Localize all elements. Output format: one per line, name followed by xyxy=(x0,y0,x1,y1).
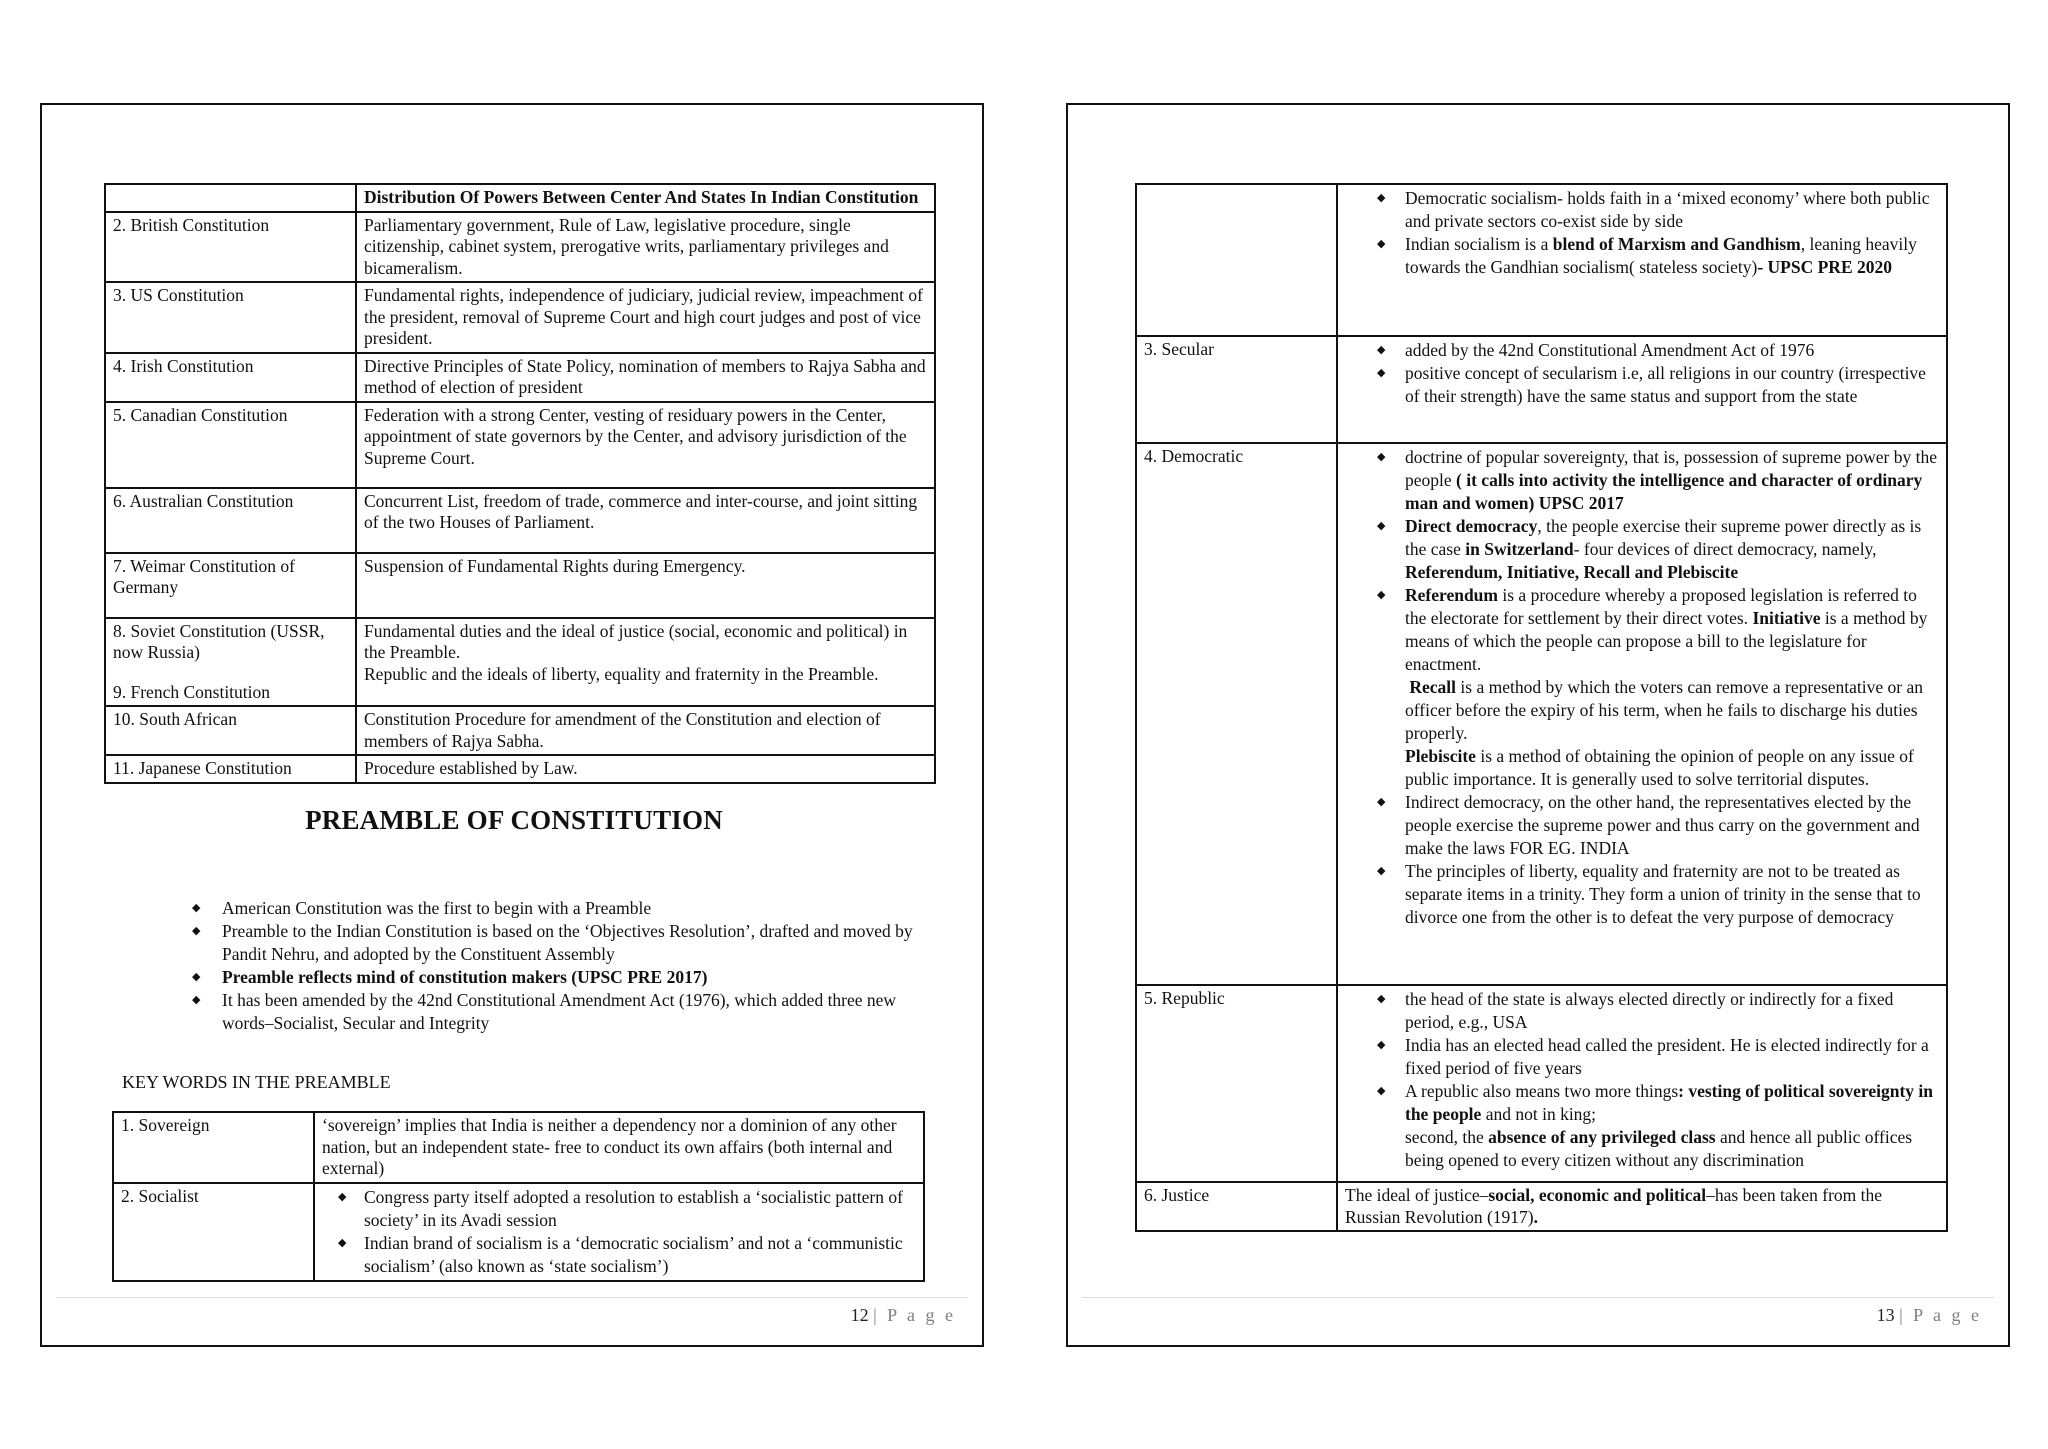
footer-divider xyxy=(56,1297,968,1298)
keyword-term-cell: 1. Sovereign xyxy=(113,1112,314,1183)
bullet-icon: ◆ xyxy=(192,971,201,983)
keyword-term-cell: 4. Democratic xyxy=(1136,443,1337,985)
table-header-cell xyxy=(105,184,356,212)
keyword-desc-cell xyxy=(1337,336,1947,443)
list-item: ◆ Direct democracy, the people exercise their supreme power directly as is the case in Switzerland- four devices of direct democracy, namely, Referendum, Initiative, Recall and Plebiscite xyxy=(1377,516,1922,582)
source-constitution-cell: 5. Canadian Constitution xyxy=(105,402,356,488)
list-item: ◆ positive concept of secularism i.e, all religions in our country (irrespective of their strength) have the same status and support from the state xyxy=(1377,363,1926,406)
table-row xyxy=(105,402,935,488)
bullet-icon: ◆ xyxy=(192,994,201,1006)
list-item: ◆ Referendum is a procedure whereby a proposed legislation is referred to the electorate for settlement by their direct votes. Initiative is a method by means of which the people can propose a bill to the legislature for enactment. xyxy=(1377,585,1928,674)
table-row xyxy=(1136,336,1947,443)
table-row xyxy=(105,706,935,755)
keyword-desc-cell xyxy=(1337,443,1947,985)
constitution-sources-table xyxy=(104,183,936,784)
page-number: 12 | P a g e xyxy=(850,1305,956,1325)
table-row xyxy=(105,755,935,783)
bullet-icon: ◆ xyxy=(1377,589,1386,601)
list-item: ◆ American Constitution was the first to begin with a Preamble xyxy=(192,898,652,918)
bullet-icon: ◆ xyxy=(1377,993,1386,1005)
bullet-icon: ◆ xyxy=(1377,865,1386,877)
keyword-desc-cell xyxy=(314,1183,924,1281)
bullet-icon: ◆ xyxy=(1377,367,1386,379)
source-constitution-cell xyxy=(105,618,356,707)
table-header-cell: Distribution Of Powers Between Center And States In Indian Constitution xyxy=(356,184,935,212)
preamble-points-list xyxy=(152,897,932,1035)
list-item: ◆ doctrine of popular sovereignty, that is, possession of supreme power by the people ( it calls into activity the intelligence and character of ordinary man and women) UPSC 2017 xyxy=(1377,447,1938,513)
list-item: ◆ added by the 42nd Constitutional Amendment Act of 1976 xyxy=(1377,340,1815,360)
table-row xyxy=(1136,1182,1947,1231)
table-row xyxy=(105,212,935,283)
table-row xyxy=(105,553,935,618)
bullet-icon: ◆ xyxy=(192,902,201,914)
table-row xyxy=(1136,443,1947,985)
bullet-icon: ◆ xyxy=(1377,451,1386,463)
keyword-term-cell: 6. Justice xyxy=(1136,1182,1337,1231)
soviet-features: Fundamental duties and the ideal of justice (social, economic and political) in the Preamble. xyxy=(364,620,908,662)
keyword-term-cell xyxy=(1136,184,1337,336)
borrowed-features-cell: Suspension of Fundamental Rights during Emergency. xyxy=(356,553,935,618)
source-constitution-cell: 4. Irish Constitution xyxy=(105,353,356,402)
plebiscite-paragraph: Plebiscite is a method of obtaining the opinion of people on any issue of public importance. It is generally used to solve territorial disputes. xyxy=(1405,746,1914,789)
keywords-heading: KEY WORDS IN THE PREAMBLE xyxy=(122,1072,391,1092)
borrowed-features-cell: Constitution Procedure for amendment of the Constitution and election of members of Rajya Sabha. xyxy=(356,706,935,755)
table-row xyxy=(1136,184,1947,336)
source-constitution-cell: 3. US Constitution xyxy=(105,282,356,353)
source-constitution-cell: 6. Australian Constitution xyxy=(105,488,356,553)
page-number: 13 | P a g e xyxy=(1876,1305,1982,1325)
borrowed-features-cell: Parliamentary government, Rule of Law, legislative procedure, single citizenship, cabinet system, prerogative writs, parliamentary privileges and bicameralism. xyxy=(356,212,935,283)
bullet-icon: ◆ xyxy=(1377,1085,1386,1097)
bullet-icon: ◆ xyxy=(1377,796,1386,808)
source-constitution-cell: 7. Weimar Constitution of Germany xyxy=(105,553,356,618)
table-header-row xyxy=(105,184,935,212)
list-item: ◆ Indirect democracy, on the other hand, the representatives elected by the people exercise the supreme power and thus carry on the government and make the laws FOR EG. INDIA xyxy=(1377,792,1920,858)
section-title: PREAMBLE OF CONSTITUTION xyxy=(305,805,723,835)
keyword-term-cell: 5. Republic xyxy=(1136,985,1337,1182)
table-row xyxy=(113,1183,924,1281)
keyword-desc-cell: The ideal of justice–social, economic and political–has been taken from the Russian Revolution (1917). xyxy=(1337,1182,1947,1231)
recall-paragraph: Recall is a method by which the voters can remove a representative or an officer before the expiry of his term, when he fails to discharge his duties properly. xyxy=(1405,677,1924,743)
keywords-table xyxy=(112,1111,925,1282)
page-12 xyxy=(40,103,984,1347)
keyword-term-cell: 2. Socialist xyxy=(113,1183,314,1281)
table-row xyxy=(105,618,935,707)
list-item: ◆ Congress party itself adopted a resolution to establish a ‘socialistic pattern of society’ in its Avadi session xyxy=(338,1186,903,1230)
borrowed-features-cell: Federation with a strong Center, vesting of residuary powers in the Center, appointment of state governors by the Center, and advisory jurisdiction of the Supreme Court. xyxy=(356,402,935,488)
list-item: ◆ the head of the state is always elected directly or indirectly for a fixed period, e.g., USA xyxy=(1377,989,1894,1032)
borrowed-features-cell: Fundamental rights, independence of judiciary, judicial review, impeachment of the president, removal of Supreme Court and high court judges and post of vice president. xyxy=(356,282,935,353)
bullet-icon: ◆ xyxy=(1377,1039,1386,1051)
table-row xyxy=(105,353,935,402)
list-item: ◆ A republic also means two more things: vesting of political sovereignty in the people and not in king; second, the absence of any privileged class and hence all public offices being opened to every citizen without any discrimination xyxy=(1377,1081,1934,1170)
table-row xyxy=(105,488,935,553)
bullet-icon: ◆ xyxy=(1377,520,1386,532)
list-item: ◆ It has been amended by the 42nd Constitutional Amendment Act (1976), which added three new words–Socialist, Secular and Integrity xyxy=(192,990,897,1033)
borrowed-features-cell: Directive Principles of State Policy, nomination of members to Rajya Sabha and method of election of president xyxy=(356,353,935,402)
list-item: ◆ Indian socialism is a blend of Marxism and Gandhism, leaning heavily towards the Gandhian socialism( stateless society)- UPSC PRE 2020 xyxy=(1377,234,1917,277)
list-item: ◆ The principles of liberty, equality and fraternity are not to be treated as separate items in a trinity. They form a union of trinity in the sense that to divorce one from the other is to defeat the very purpose of democracy xyxy=(1377,861,1921,927)
list-item: ◆ Democratic socialism- holds faith in a ‘mixed economy’ where both public and private sectors co-exist side by side xyxy=(1377,188,1930,231)
borrowed-features-cell: Procedure established by Law. xyxy=(356,755,935,783)
borrowed-features-cell xyxy=(356,618,935,707)
bullet-icon: ◆ xyxy=(1377,238,1386,250)
keyword-desc-cell xyxy=(1337,184,1947,336)
list-item: ◆ Preamble reflects mind of constitution makers (UPSC PRE 2017) xyxy=(192,967,708,987)
borrowed-features-cell: Concurrent List, freedom of trade, commerce and inter-course, and joint sitting of the two Houses of Parliament. xyxy=(356,488,935,553)
source-constitution-cell: 10. South African xyxy=(105,706,356,755)
list-item: ◆ Indian brand of socialism is a ‘democratic socialism’ and not a ‘communistic socialism’ (also known as ‘state socialism’) xyxy=(338,1232,903,1276)
keyword-desc-cell xyxy=(1337,985,1947,1182)
table-row xyxy=(105,282,935,353)
table-row xyxy=(113,1112,924,1183)
list-item: ◆ Preamble to the Indian Constitution is based on the ‘Objectives Resolution’, drafted and moved by Pandit Nehru, and adopted by the Constituent Assembly xyxy=(192,921,913,964)
french-constitution-label: 9. French Constitution xyxy=(113,681,271,702)
keyword-term-cell: 3. Secular xyxy=(1136,336,1337,443)
list-item: ◆ India has an elected head called the president. He is elected indirectly for a fixed period of five years xyxy=(1377,1035,1929,1078)
bullet-icon: ◆ xyxy=(192,925,201,937)
soviet-constitution-label: 8. Soviet Constitution (USSR, now Russia) xyxy=(113,620,325,662)
bullet-icon: ◆ xyxy=(338,1190,347,1203)
source-constitution-cell: 11. Japanese Constitution xyxy=(105,755,356,783)
bullet-icon: ◆ xyxy=(338,1236,347,1249)
source-constitution-cell: 2. British Constitution xyxy=(105,212,356,283)
keyword-desc-cell: ‘sovereign’ implies that India is neither a dependency nor a dominion of any other nation, but an independent state- free to conduct its own affairs (both internal and external) xyxy=(314,1112,924,1183)
table-row xyxy=(1136,985,1947,1182)
page-13 xyxy=(1066,103,2010,1347)
bullet-icon: ◆ xyxy=(1377,192,1386,204)
french-features: Republic and the ideals of liberty, equality and fraternity in the Preamble. xyxy=(364,663,879,684)
bullet-icon: ◆ xyxy=(1377,344,1386,356)
keywords-table-continued xyxy=(1135,183,1948,1232)
footer-divider xyxy=(1082,1297,1994,1298)
